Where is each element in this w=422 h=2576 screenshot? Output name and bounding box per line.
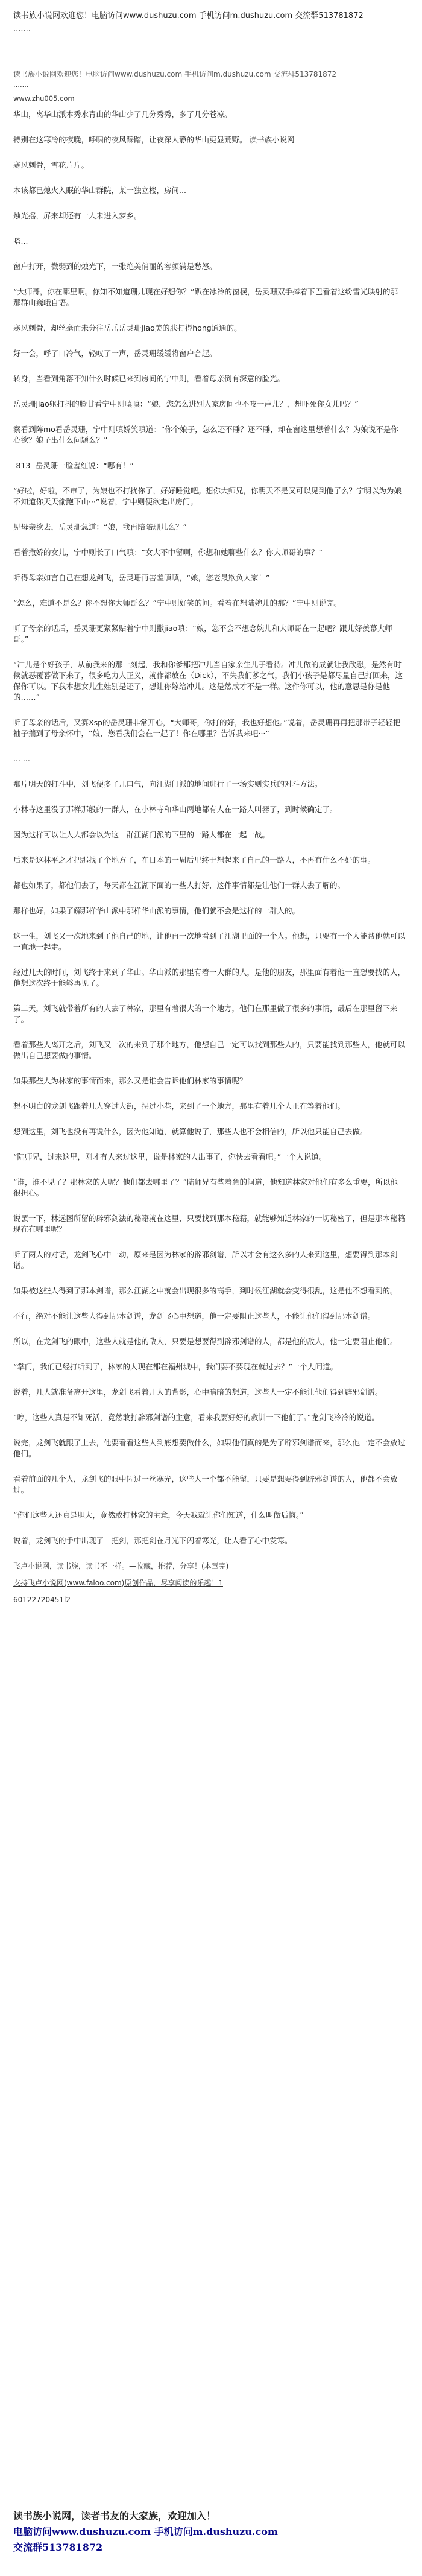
paragraph: 寒风刺骨，雪花片片。: [13, 160, 89, 170]
paragraph: “大师哥，你在哪里啊。你知不知道珊儿现在好想你？”趴在冰冷的窗棂，岳灵珊双手捧着下巴看着这纷雪光映射的那那群山巍峨自语。: [13, 287, 398, 307]
chapter-content: [13, 109, 405, 1605]
paragraph: 看着前面的几个人，龙剑飞的眼中闪过一丝寒光，这些人一个都不能留，只要是想要得到辟邪剑谱的人，他都不会放过。: [13, 1474, 398, 1494]
paragraph: 这一生，刘飞又一次地来到了他自己的地，让他再一次地看到了江湖里面的一个人。他想，只要有一个人能帮他就可以一直地一起走。: [13, 931, 406, 951]
header-banner: [13, 0, 405, 36]
paragraph: -813- 岳灵珊一脸羞红说：“哪有！”: [13, 461, 134, 470]
header-welcome-text: 读书族小说网欢迎您！电脑访问www.dushuzu.com 手机访问m.dushuzu.com 交流群513781872: [13, 11, 364, 21]
paragraph: 后来是这林平之才把那找了个地方了，在日本的一周后里终于想起来了自己的一路人，不再有什么不好的事。: [13, 855, 376, 864]
paragraph: 察看到阵mo看岳灵珊，宁中则嗔娇笑嗔道：“你个娘子，怎么还不睡？还不睡，却在窗这里想着什么？为娘说不是你心欲？娘子出什么问题么？”: [13, 425, 398, 445]
paragraph: 寒风刺骨，却丝毫而未分往岳岳岳灵珊jiao美的肤打得hong通通的。: [13, 323, 242, 332]
paragraph: 都也如果了，都他们去了，每天都在江湖下面的一些人打好，这件事情都是让他们一群人去了解的。: [13, 881, 345, 890]
paragraph: 见母亲欲去，岳灵珊急道：“娘，我再陪陪珊儿么？”: [13, 522, 187, 531]
paragraph: “陆师兄，过来这里，刚才有人来过这里，说是林家的人出事了，你快去看看吧。”一个人说道。: [13, 1152, 327, 1161]
paragraph: 因为这样可以让人人都会以为这一群江湖门派的下里的一路人都在一起一战。: [13, 830, 270, 839]
paragraph: 所以，在龙剑飞的眼中，这些人就是他的敌人，只要是想要得到辟邪剑谱的人，都是他的敌人，他一定要阻止他们。: [13, 1337, 398, 1346]
paragraph: 听了母亲的话后，岳灵珊更紧紧贴着宁中则撒jiao嗔：“娘，您不会不想念婉儿和大师哥在一起吧？跟儿好羡慕大师哥。”: [13, 624, 392, 644]
site-dots: .......: [13, 80, 29, 89]
paragraph: 说着，几人就准备离开这里，龙剑飞看着几人的背影，心中暗暗的想道，这些人一定不能让他们得到辟邪剑谱。: [13, 1388, 383, 1397]
paragraph: 那片明天的打斗中，刘飞便多了几口气，向江湖门派的地间进行了一场实则实兵的对斗方法。: [13, 779, 323, 788]
paragraph: “怎么，难道不是么？你不想你大师哥么？”宁中则好笑的问。看着在想陆婉儿的那？”宁中则说完。: [13, 598, 342, 608]
paragraph: 看着那些人离开之后，刘飞又一次的来到了那个地方，他想自己一定可以找到那些人的，只要能找到那些人，他就可以做出自己想要做的事情。: [13, 1040, 406, 1060]
paragraph: “你们这些人还真是胆大，竟然敢打林家的主意，今天我就让你们知道，什么叫做后悔。”: [13, 1511, 304, 1520]
paragraph: “好啦，好啦，不审了，为娘也不打扰你了，好好睡觉吧。想你大师兄，你明天不是又可以见到他了么？宁明以为为娘不知道你天天偷跑下山···”说着，宁中则便欲走出房门。: [13, 486, 402, 506]
paragraph: 转身，当看到角落不知什么时候已来到房间的宁中则，看着母亲倒有深意的脸光。: [13, 374, 285, 383]
paragraph: 第二天，刘飞就带着所有的人去了林家，那里有着很大的一个地方，他们在那里做了很多的事情，最后在那里留下来了。: [13, 1004, 398, 1024]
paragraph: 听得母亲如言自己在想龙剑飞，岳灵珊再害羞嗔嗔，“娘，您老最欺负人家！”: [13, 573, 270, 582]
paragraph: 如果被这些人得到了那本剑谱，那么江湖之中就会出现很多的高手，到时候江湖就会变得很乱，这是他不想看到的。: [13, 1286, 398, 1295]
paragraph: 烛光摇，屏来却还有一人未进入梦乡。: [13, 211, 142, 220]
chapter-end-note: 飞卢小说网，读书族，读书不一样。—收藏，推荐，分享！(本章完): [13, 1562, 229, 1570]
footer-qq-group: 交流群513781872: [13, 2542, 103, 2553]
paragraph: 不行，绝对不能让这些人得到那本剑谱，龙剑飞心中想道，他一定要阻止这些人，不能让他们得到那本剑谱。: [13, 1312, 376, 1321]
paragraph: ... ...: [13, 754, 30, 763]
paragraph: 听了母亲的话后，又赛Xsp的岳灵珊非常开心，“大师哥，你打的好，我也好想他。”说着，岳灵珊再再把那带子轻轻把袖子揣到了母亲怀中，“娘，您看我们会在一起了！你在哪里？告诉我来吧···”: [13, 718, 401, 738]
site-url: www.zhu005.com: [13, 94, 75, 103]
footer-banner: [13, 2508, 405, 2555]
paragraph: 经过几天的时间，刘飞终于来到了华山。华山派的那里有着一大群的人，是他的朋友，那里面有着他一直想要找的人，他想这次终于能够再见了。: [13, 968, 406, 988]
paragraph: 岳灵珊jiao躯打抖的脸甘看宁中则嗔嗔：“娘，您怎么进别人家房间也不吱一声儿？，想吓死你女儿吗？”: [13, 399, 359, 408]
paragraph: 想到这里，刘飞也没有再说什么，因为他知道，就算他说了，那些人也不会相信的，所以他只能自己去做。: [13, 1127, 368, 1136]
paragraph: 听了两人的对话，龙剑飞心中一动，原来是因为林家的辟邪剑谱，所以才会有这么多的人来到这里，想要得到那本剑谱。: [13, 1250, 398, 1270]
paragraph: 好一会，呼了口冷气，轻叹了一声，岳灵珊缓缓将窗户合起。: [13, 349, 217, 358]
footer-number: 60122720451l2: [13, 1596, 71, 1604]
footer-urls: 电脑访问www.dushuzu.com 手机访问m.dushuzu.com: [13, 2526, 278, 2537]
paragraph: 看着撒娇的女儿，宁中则长了口气嗔：“女大不中留啊，你想和她聊些什么？你大师哥的事？”: [13, 548, 323, 557]
paragraph: 嗒...: [13, 236, 28, 246]
paragraph: “谁，谁不见了？那林家的人呢？他们都去哪里了？”陆师兄有些着急的问道，他知道林家对他们有多么重要，所以他很担心。: [13, 1178, 398, 1198]
paragraph: 想不明白的龙剑飞跟着几人穿过大街，拐过小巷，来到了一个地方，那里有着几个人正在等着他们。: [13, 1102, 345, 1111]
paragraph: “掌门，我们已经打听到了，林家的人现在都在福州城中，我们要不要现在就过去？”一个人问道。: [13, 1362, 338, 1371]
paragraph: 特别在这寒冷的夜晚，呼啸的夜风踩踏，让夜深人静的华山更显荒野。 读书族小说网: [13, 135, 295, 144]
footer-welcome: 读书族小说网，读者书友的大家族，欢迎加入！: [13, 2510, 216, 2522]
paragraph: “哼，这些人真是不知死活，竟然敢打辟邪剑谱的主意，看来我要好好的教训一下他们了。”龙剑飞冷冷的说道。: [13, 1413, 379, 1422]
header-dots: .......: [13, 25, 31, 34]
paragraph: 窗户打开，微弱到的烛光下，一张绝美俏丽的容颜满是愁怒。: [13, 262, 217, 271]
paragraph: “冲儿是个好孩子，从前我来的那一刻起，我和你爹都把冲儿当自家亲生儿子看待。冲儿做的成就让我欣慰，是然有时候就恶覆暮做下来了，很多吃力人正义，就作都放在（Dick），不失我们爹之气，我们小孩子是都尽量自己打回来，这保你可以。下我本想女儿生娃别是还了，想让你嫁给冲儿。这是然成才不是一样。这件你可以，他的意思是你是他的……”: [13, 660, 403, 702]
paragraph: 说着，龙剑飞的手中出现了一把剑，那把剑在月光下闪着寒光，让人看了心中发寒。: [13, 1536, 292, 1545]
paragraph: 小林寺这里没了那样那般的一群人，在小林寺和华山两地都有人在一路人叫器了，到时候确定了。: [13, 805, 338, 814]
paragraph: 华山，离华山派本秀水青山的华山少了几分秀秀，多了几分苍凉。: [13, 110, 232, 119]
paragraph: 说完，龙剑飞就跟了上去，他要看看这些人到底想要做什么，如果他们真的是为了辟邪剑谱而来，那么他一定不会放过他们。: [13, 1438, 406, 1458]
support-link[interactable]: 支持飞卢小说网(www.faloo.com)原创作品，尽享阅读的乐趣！1: [13, 1579, 223, 1587]
paragraph: 本该都已熄火入眠的华山群院，某一独立楼，房间...: [13, 186, 186, 195]
paragraph: 如果那些人为林家的事情而来，那么又是谁会告诉他们林家的事情呢？: [13, 1076, 247, 1085]
paragraph: 说罢一下，林远图所留的辟邪剑法的秘籍就在这里，只要找到那本秘籍，就能够知道林家的一切秘密了，但是那本秘籍现在在哪里呢？: [13, 1214, 406, 1234]
header-ghost-text: 读书族小说网欢迎您！电脑访问www.dushuzu.com 手机访问m.dushuzu.com 交流群513781872: [13, 70, 337, 78]
paragraph: 那样也好，如果了解那样华山派中那样华山派的事情，他们就不会是这样的一群人的。: [13, 906, 300, 915]
